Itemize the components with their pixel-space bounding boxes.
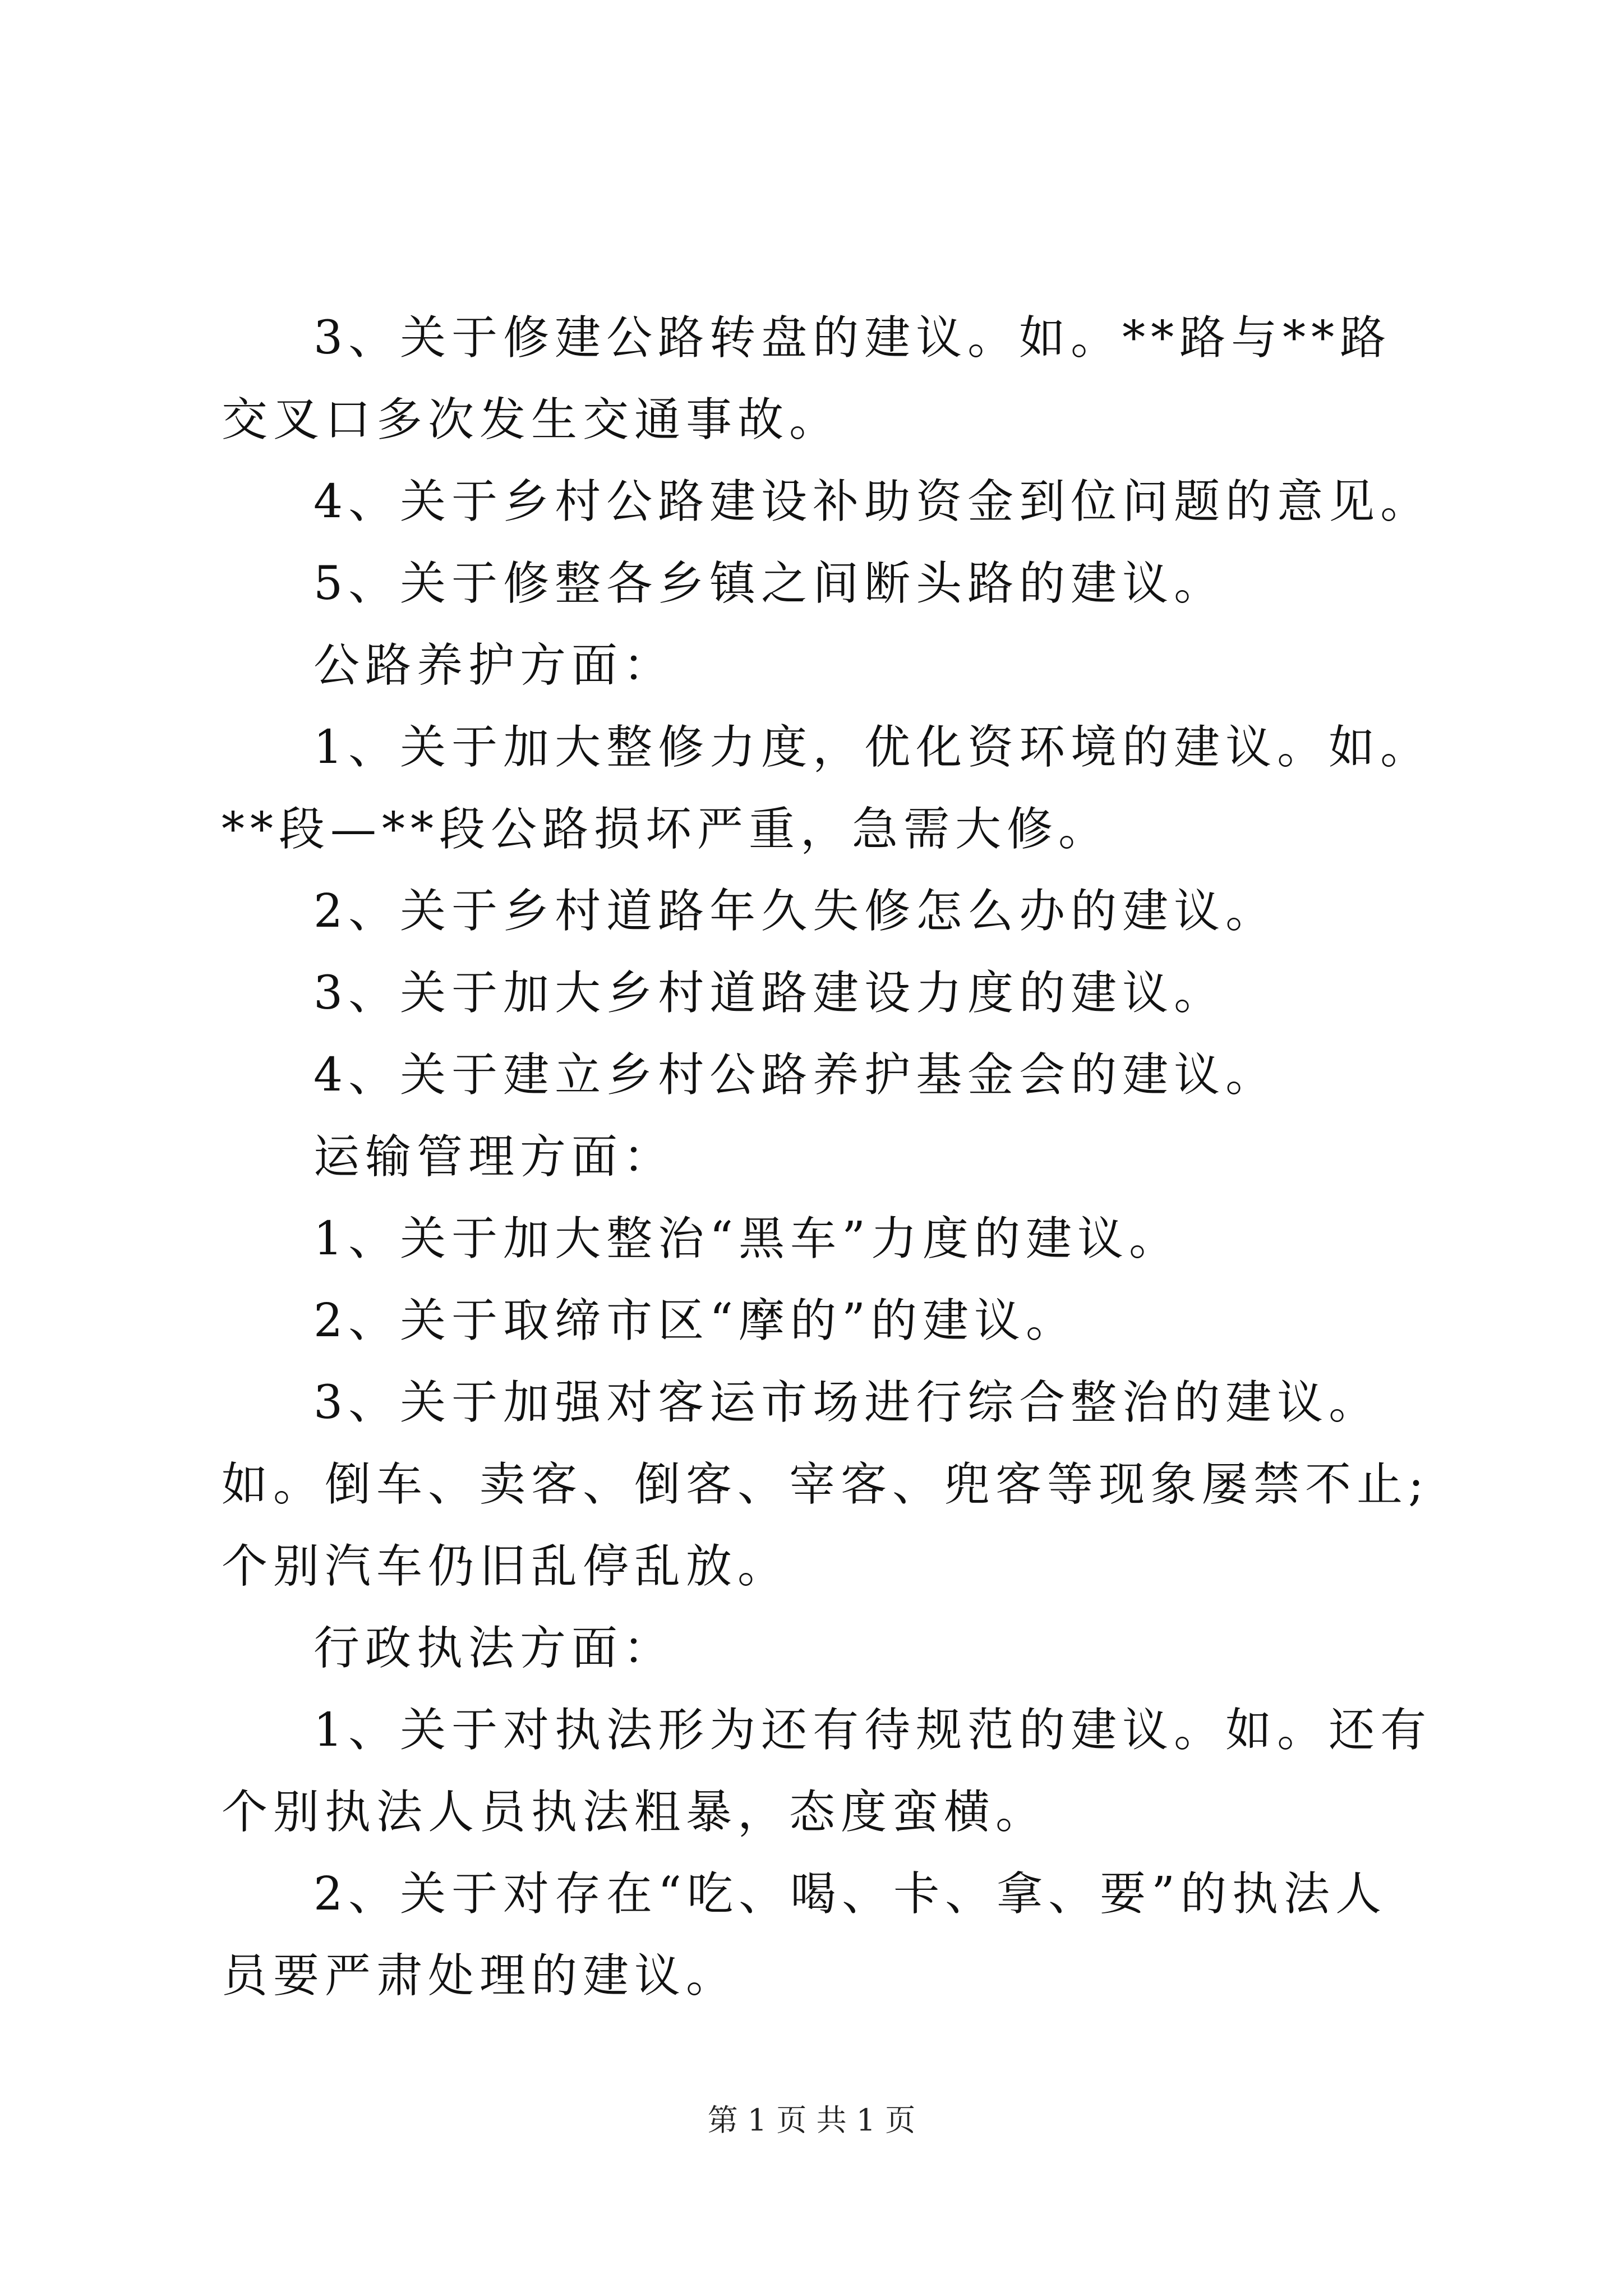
section-heading-road-maintenance: 公路养护方面： bbox=[313, 639, 675, 692]
section-heading-transport-management: 运输管理方面： bbox=[313, 1130, 675, 1184]
paragraph-enforcement-conduct: 1、关于对执法形为还有待规范的建议。如。还有个别执法人员执法粗暴，态度蛮横。 bbox=[222, 1704, 1432, 1839]
paragraph-maintenance-fund: 4、关于建立乡村公路养护基金会的建议。 bbox=[313, 1048, 1278, 1102]
page-footer: 第 1 页 共 1 页 bbox=[707, 2102, 916, 2138]
paragraph-rural-road-disrepair: 2、关于乡村道路年久失修怎么办的建议。 bbox=[313, 885, 1278, 938]
paragraph-passenger-market: 3、关于加强对客运市场进行综合整治的建议。如。倒车、卖客、倒客、宰客、兜客等现象屡禁不止;个别汽车仍旧乱停乱放。 bbox=[222, 1376, 1430, 1593]
document-body bbox=[222, 297, 1433, 2017]
section-heading-administrative-enforcement: 行政执法方面： bbox=[313, 1622, 675, 1675]
paragraph-dead-end-roads: 5、关于修整各乡镇之间断头路的建议。 bbox=[313, 557, 1226, 610]
paragraph-rural-road-construction: 3、关于加大乡村道路建设力度的建议。 bbox=[313, 967, 1226, 1020]
paragraph-rural-road-subsidy: 4、关于乡村公路建设补助资金到位问题的意见。 bbox=[313, 475, 1432, 528]
paragraph-motorcycle-taxis: 2、关于取缔市区“摩的”的建议。 bbox=[313, 1294, 1078, 1347]
paragraph-repair-intensity: 1、关于加大整修力度，优化资环境的建议。如。**段—**段公路损坏严重，急需大修。 bbox=[222, 721, 1432, 856]
paragraph-illegal-vehicles: 1、关于加大整治“黑车”力度的建议。 bbox=[313, 1212, 1181, 1266]
paragraph-road-roundabout: 3、关于修建公路转盘的建议。如。**路与**路交叉口多次发生交通事故。 bbox=[222, 311, 1392, 447]
paragraph-enforcement-misconduct: 2、关于对存在“吃、喝、卡、拿、要”的执法人员要严肃处理的建议。 bbox=[222, 1867, 1387, 2003]
